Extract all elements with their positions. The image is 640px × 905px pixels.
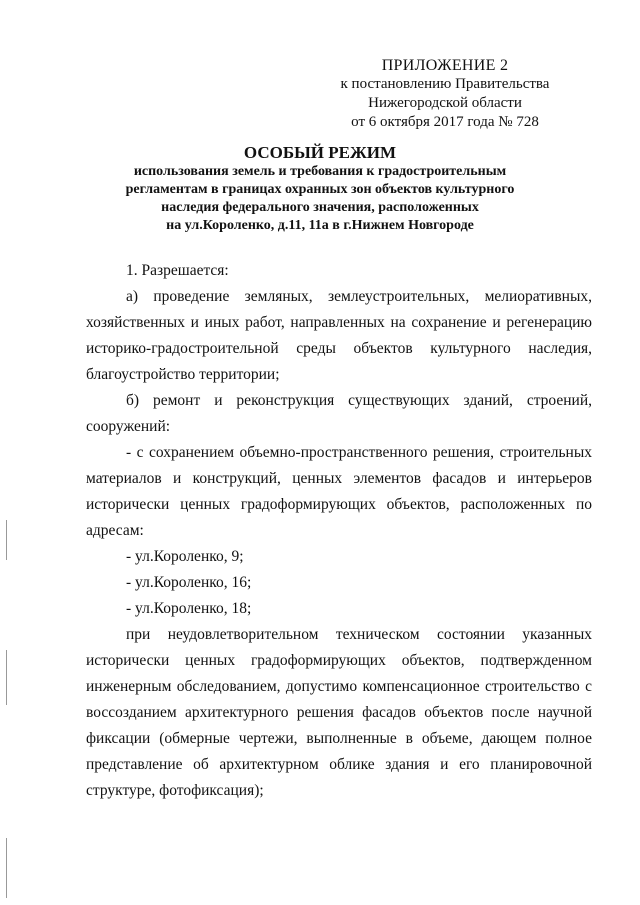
address-item: - ул.Короленко, 16; <box>126 574 252 591</box>
paragraph-line: благоустройство территории; <box>86 366 280 383</box>
document-heading <box>100 142 540 235</box>
appendix-title: ПРИЛОЖЕНИЕ 2 <box>381 57 509 74</box>
paragraph-line: представление об архитектурном облике здания и его планировочной <box>86 756 592 773</box>
paragraph-line: хозяйственных и иных работ, направленных на сохранение и регенерацию <box>86 314 592 331</box>
paragraph-line: при неудовлетворительном техническом состоянии указанных <box>126 626 592 643</box>
address-item: - ул.Короленко, 18; <box>126 600 252 617</box>
heading-title: ОСОБЫЙ РЕЖИМ <box>243 143 397 162</box>
heading-subtitle-line: регламентам в границах охранных зон объектов культурного <box>125 182 515 197</box>
paragraph-line: историко-градостроительной среды объектов культурного наследия, <box>86 340 592 357</box>
scan-margin-mark <box>6 520 7 560</box>
paragraph-line: воссозданием архитектурного решения фасадов объектов после научной <box>86 704 592 721</box>
document-body <box>86 258 592 804</box>
heading-subtitle-line: использования земель и требования к градостроительным <box>133 164 507 179</box>
heading-subtitle-line: на ул.Короленко, д.11, 11а в г.Нижнем Новгороде <box>166 218 474 233</box>
paragraph-line: исторически ценных градоформирующих объектов, расположенных по <box>86 496 592 513</box>
paragraph-a <box>86 284 592 388</box>
appendix-line: к постановлению Правительства <box>340 76 550 92</box>
address-list <box>86 544 592 622</box>
scan-margin-mark <box>6 838 7 898</box>
paragraph-line: б) ремонт и реконструкция существующих зданий, строений, <box>126 392 592 409</box>
item-1-paragraph <box>86 258 592 284</box>
appendix-line: Нижегородской области <box>368 95 522 111</box>
paragraph-line: структуре, фотофиксация); <box>86 782 264 799</box>
paragraph-line: а) проведение земляных, землеустроительных, мелиоративных, <box>126 288 592 305</box>
item-1-label: 1. Разрешается: <box>126 262 229 279</box>
paragraph-line: фиксации (обмерные чертежи, выполненные в объеме, дающем полное <box>86 730 592 747</box>
paragraph-d <box>86 622 592 804</box>
scan-margin-mark <box>6 650 7 705</box>
paragraph-line: адресам: <box>86 522 144 539</box>
paragraph-line: сооружений: <box>86 418 171 435</box>
paragraph-line: исторически ценных градоформирующих объектов, подтвержденном <box>86 652 592 669</box>
heading-subtitle-line: наследия федерального значения, расположенных <box>161 200 479 215</box>
appendix-line: от 6 октября 2017 года № 728 <box>351 114 539 130</box>
address-item: - ул.Короленко, 9; <box>126 548 244 565</box>
paragraph-line: - с сохранением объемно-пространственного решения, строительных <box>126 444 592 461</box>
paragraph-line: инженерным обследованием, допустимо компенсационное строительство с <box>86 678 592 695</box>
paragraph-c <box>86 440 592 544</box>
appendix-block <box>330 56 560 132</box>
paragraph-b <box>86 388 592 440</box>
paragraph-line: материалов и конструкций, ценных элементов фасадов и интерьеров <box>86 470 592 487</box>
